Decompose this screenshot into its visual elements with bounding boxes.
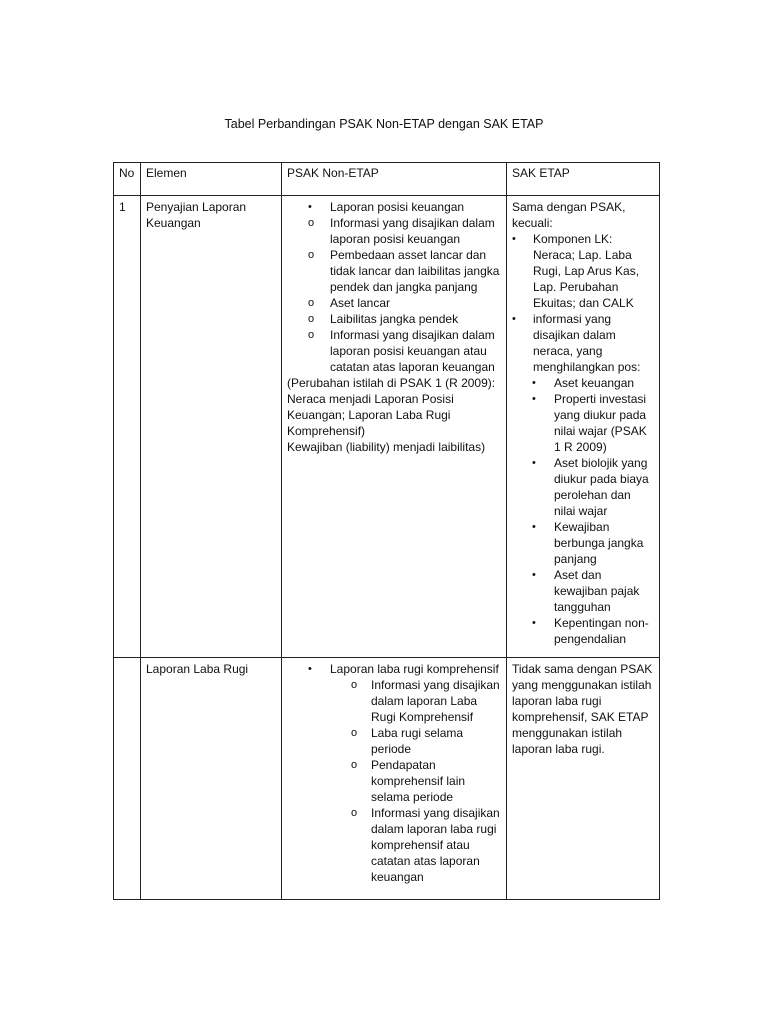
list-item-text: Properti investasi yang diukur pada nilai wajar (PSAK 1 R 2009) [554, 392, 647, 454]
list-item-text: Informasi yang disajikan dalam laporan posisi keuangan atau catatan atas laporan keuangan [330, 328, 495, 374]
list-item [512, 519, 655, 567]
list-item [512, 391, 655, 455]
bullet-marker: o [308, 313, 315, 325]
cell-psak [282, 658, 507, 900]
cell-elemen: Laporan Laba Rugi [141, 658, 282, 900]
bullet-marker: • [532, 457, 536, 469]
bullet-marker: • [512, 233, 516, 245]
bullet-marker: o [351, 727, 358, 739]
table-row [114, 658, 660, 900]
psak-note: Neraca menjadi Laporan Posisi Keuangan; Laporan Laba Rugi Komprehensif) [287, 392, 454, 438]
bullet-marker: o [308, 329, 315, 341]
psak-list [287, 661, 502, 677]
list-item [287, 327, 502, 375]
psak-sublist [287, 677, 502, 885]
list-item [512, 615, 655, 647]
list-item-text: Informasi yang disajikan dalam laporan laba rugi komprehensif atau catatan atas laporan keuangan [371, 806, 500, 884]
list-item [287, 295, 502, 311]
list-item [512, 375, 655, 391]
list-item-text: Kepentingan non-pengendalian [554, 616, 649, 646]
bullet-marker: • [532, 393, 536, 405]
list-item [512, 455, 655, 519]
list-item-text: Pembedaan asset lancar dan tidak lancar dan laibilitas jangka pendek dan jangka panjang [330, 248, 500, 294]
list-item-text: Aset keuangan [554, 376, 635, 390]
list-item-text: Laporan laba rugi komprehensif [330, 662, 499, 676]
bullet-marker: o [351, 759, 358, 771]
table-row [114, 196, 660, 658]
cell-elemen: Penyajian Laporan Keuangan [141, 196, 282, 658]
bullet-marker: o [351, 679, 358, 691]
list-item [287, 199, 502, 215]
bullet-marker: • [308, 663, 312, 675]
list-item [287, 805, 502, 885]
list-item [287, 311, 502, 327]
cell-psak [282, 196, 507, 658]
page-title: Tabel Perbandingan PSAK Non-ETAP dengan SAK ETAP [224, 117, 544, 131]
bullet-marker: • [532, 617, 536, 629]
list-item [287, 215, 502, 247]
bullet-marker: • [532, 569, 536, 581]
cell-sak [507, 196, 660, 658]
list-item-text: Informasi yang disajikan dalam laporan Laba Rugi Komprehensif [371, 678, 500, 724]
list-item-text: Aset lancar [330, 296, 391, 310]
list-item [287, 757, 502, 805]
list-item-text: Laba rugi selama periode [371, 726, 464, 756]
list-item-text: Kewajiban berbunga jangka panjang [554, 520, 644, 566]
list-item-text: Informasi yang disajikan dalam laporan posisi keuangan [330, 216, 495, 246]
cell-no: 1 [114, 196, 141, 658]
sak-list [512, 231, 655, 375]
list-item [287, 661, 502, 677]
list-item-text: Aset biolojik yang diukur pada biaya perolehan dan nilai wajar [554, 456, 649, 518]
cell-no [114, 658, 141, 900]
list-item-text: Komponen LK: Neraca; Lap. Laba Rugi, Lap Arus Kas, Lap. Perubahan Ekuitas; dan CALK [533, 232, 640, 310]
sak-sublist [512, 375, 655, 647]
list-item-text: Pendapatan komprehensif lain selama periode [371, 758, 466, 804]
psak-list [287, 199, 502, 375]
comparison-table [113, 162, 660, 900]
cell-sak: Tidak sama dengan PSAK yang menggunakan istilah laporan laba rugi komprehensif, SAK ETAP menggunakan istilah laporan laba rugi. [507, 658, 660, 900]
psak-note: (Perubahan istilah di PSAK 1 (R 2009): [287, 376, 496, 390]
list-item-text: informasi yang disajikan dalam neraca, yang menghilangkan pos: [533, 312, 641, 374]
list-item-text: Laibilitas jangka pendek [330, 312, 459, 326]
list-item [512, 311, 655, 375]
bullet-marker: • [532, 521, 536, 533]
list-item-text: Aset dan kewajiban pajak tangguhan [554, 568, 640, 614]
list-item-text: Laporan posisi keuangan [330, 200, 465, 214]
bullet-marker: o [351, 807, 358, 819]
bullet-marker: • [308, 201, 312, 213]
header-elemen: Elemen [141, 163, 282, 196]
sak-intro: Sama dengan PSAK, kecuali: [512, 200, 626, 230]
list-item [287, 725, 502, 757]
header-psak: PSAK Non-ETAP [282, 163, 507, 196]
table-header-row [114, 163, 660, 196]
bullet-marker: o [308, 249, 315, 261]
list-item [512, 567, 655, 615]
header-no: No [114, 163, 141, 196]
list-item [512, 231, 655, 311]
header-sak: SAK ETAP [507, 163, 660, 196]
bullet-marker: o [308, 297, 315, 309]
psak-note: Kewajiban (liability) menjadi laibilitas) [287, 440, 486, 454]
bullet-marker: • [532, 377, 536, 389]
bullet-marker: o [308, 217, 315, 229]
list-item [287, 677, 502, 725]
list-item [287, 247, 502, 295]
bullet-marker: • [512, 313, 516, 325]
